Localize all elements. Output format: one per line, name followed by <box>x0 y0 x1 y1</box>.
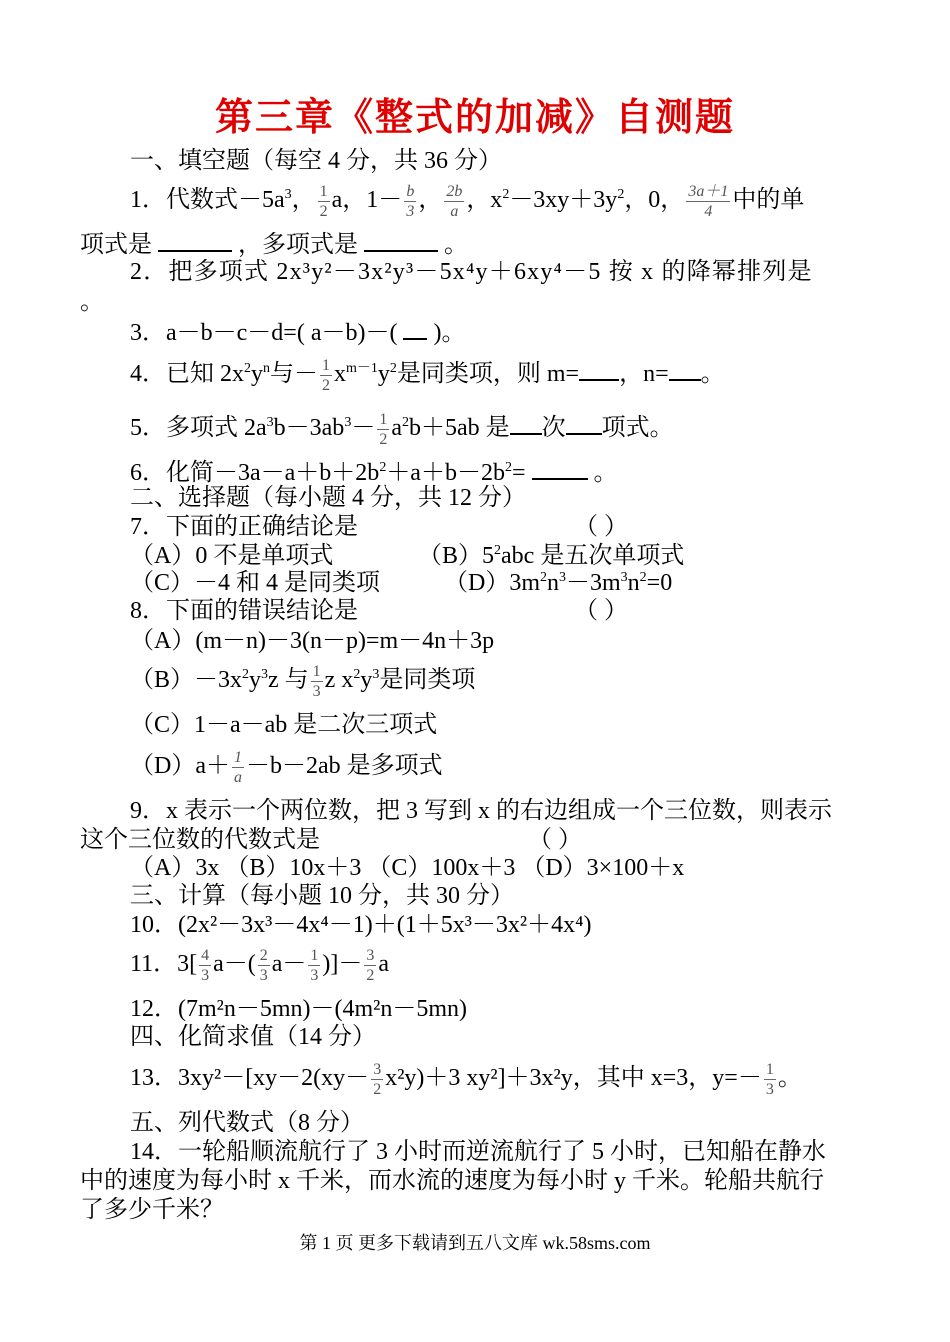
question-11: 11．3[ $\frac{4}{3}$ a－( $\frac{2}{3}$ a－ $\frac{1}{3}$ )]－ $\frac{3}{2}$ a <box>130 946 390 984</box>
option-8a[interactable]: （A）(m－n)－3(n－p)=m－4n＋3p <box>130 628 495 654</box>
section-heading-multiple-choice: 二、选择题（每小题 4 分，共 12 分） <box>130 485 526 511</box>
answer-blank[interactable] <box>566 411 602 435</box>
question-4: 4．已知 $2x^2y^n$与－ $\frac{1}{2}$ $x^{m-1}y^2$是同类项，则 m= ，n= 。 <box>130 356 725 394</box>
question-14-line-1: 14．一轮船顺流航行了 3 小时而逆流航行了 5 小时，已知船在静水 <box>130 1139 826 1165</box>
question-5: 5．多项式 $2a^3b-3ab^3-$ $\frac{1}{2}$ $a^2b+5ab$ 是 次 项式。 <box>130 410 674 448</box>
question-9-options[interactable]: （A）3x （B）10x＋3 （C）100x＋3 （D）3×100＋x <box>130 855 685 881</box>
page-footer: 第 1 页 更多下载请到五八文库 wk.58sms.com <box>299 1233 651 1253</box>
answer-blank[interactable] <box>158 228 232 252</box>
option-8c[interactable]: （C）1－a－ab 是二次三项式 <box>130 712 438 738</box>
question-8-stem: 8．下面的错误结论是 <box>130 598 358 624</box>
option-7c[interactable]: （C）－4 和 4 是同类项 <box>130 570 381 596</box>
question-12: 12．(7m²n－5mn)－(4m²n－5mn) <box>130 996 468 1022</box>
answer-parentheses[interactable]: （ ） <box>574 598 628 624</box>
section-heading-calculation: 三、计算（每小题 10 分，共 30 分） <box>130 883 514 909</box>
answer-parentheses[interactable]: （ ） <box>528 827 582 853</box>
question-1-line-2: 项式是 ，多项式是 。 <box>80 228 468 260</box>
question-10: 10．(2x²－3x³－4x⁴－1)＋(1＋5x³－3x²＋4x⁴) <box>130 912 592 938</box>
answer-blank[interactable] <box>510 411 542 435</box>
option-7b[interactable]: $(B)5^2abc$ 是五次单项式 <box>418 543 685 569</box>
question-13: 13．3xy²－[xy－2(xy－ $\frac{3}{2}$ x²y)＋3 xy²]＋3x²y，其中 x=3，y=－ $\frac{1}{3}$ 。 <box>130 1060 802 1098</box>
question-9-line-1: 9．x 表示一个两位数，把 3 写到 x 的右边组成一个三位数，则表示 <box>130 798 832 824</box>
answer-parentheses[interactable]: （ ） <box>574 514 628 540</box>
option-8d[interactable]: （D）a＋ $\frac{1}{a}$ －b－2ab 是多项式 <box>130 748 443 786</box>
question-7-stem: 7．下面的正确结论是 <box>130 514 358 540</box>
answer-blank[interactable] <box>403 316 427 340</box>
question-3: 3．a－b－c－d=( a－b)－( )。 <box>130 316 465 348</box>
option-7d[interactable]: $(D)3m^2n^3-3m^3n^2=0$ <box>444 570 673 596</box>
question-2-line-2: 。 <box>80 289 104 315</box>
fraction-2b-over-a: $\frac{2b}{a}$ <box>446 182 463 220</box>
question-2-line-1: 2．把多项式 2x³y²－3x²y³－5x⁴y＋6xy⁴－5 按 x 的降幂排列是 <box>130 259 813 285</box>
answer-blank[interactable] <box>364 228 438 252</box>
question-14-line-2: 中的速度为每小时 x 千米，而水流的速度为每小时 y 千米。轮船共航行 <box>80 1168 824 1194</box>
fraction-3a-plus-1-over-4: $\frac{3a+1}{4}$ <box>688 182 729 220</box>
question-1-line-1: 1．代数式$-5a^3$， $\frac{1}{2}$ a，1－ $\frac{b}{3}$ ， $\frac{2b}{a}$ ，$x^2-3xy+3y^2$，0， $\frac{3a+1}{4}$ 中的单 <box>130 182 805 220</box>
answer-blank[interactable] <box>669 357 701 381</box>
option-7a[interactable]: （A）0 不是单项式 <box>130 543 334 569</box>
fraction-one-half: $\frac{1}{2}$ <box>319 182 328 220</box>
section-heading-fill-blank: 一、填空题（每空 4 分，共 36 分） <box>130 148 502 174</box>
fraction-b-over-3: $\frac{b}{3}$ <box>406 182 415 220</box>
question-9-line-2: 这个三位数的代数式是 <box>80 827 320 853</box>
page-title: 第三章《整式的加减》自测题 <box>214 95 735 139</box>
section-heading-expression: 五、列代数式（8 分） <box>130 1110 364 1136</box>
option-8b[interactable]: $(B)-3x^2y^3z$ 与 $\frac{1}{3}$ z $x^2y^3$是同类项 <box>130 662 476 700</box>
answer-blank[interactable] <box>579 357 619 381</box>
question-6: 6．化简$-3a-a+b+2b^2+a+b-2b^2=$ 。 <box>130 456 618 488</box>
question-14-line-3: 了多少千米？ <box>80 1197 224 1223</box>
answer-blank[interactable] <box>532 456 588 480</box>
section-heading-simplify-evaluate: 四、化简求值（14 分） <box>130 1024 376 1050</box>
